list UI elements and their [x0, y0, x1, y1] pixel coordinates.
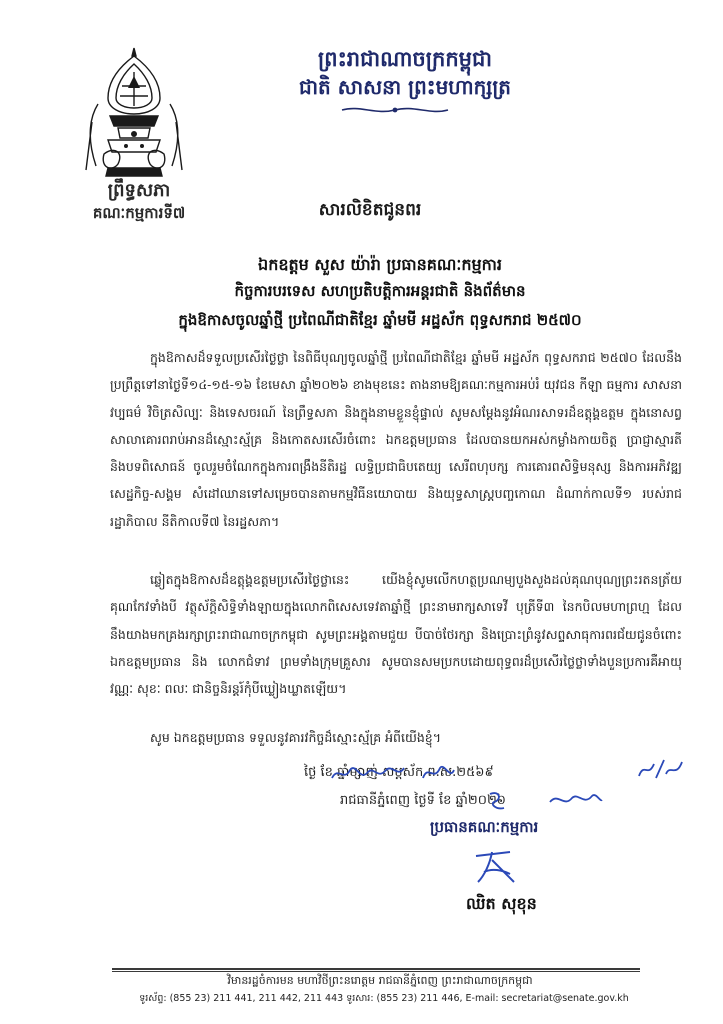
body-paragraph-2: ឆ្លៀតក្នុងឱកាសដ៏ឧត្តុង្គឧត្តមប្រសើរថ្ងៃថ្លានេះ យើងខ្ញុំសូមលើកហត្ថប្រណម្យបួងសួងដល់គុណបុណ្យព្រះរតនត្រ័យគុណកែវទាំងបី វត្ថុស័ក្តិសិទ្ធិទាំងឡាយក្នុងលោកពិសេសទេវតាឆ្នាំថ្មី ព្រះនាមរាក្សសាទេវី បុត្រីទី៣ នៃកបិលមហាព្រហ្ម ដែលនឹងយាងមកគ្រងរក្សាព្រះរាជាណាចក្រកម្ពុជា សូមព្រះអង្គតាមជួយ បីបាច់ថែរក្សា និងប្រោះព្រំនូវសព្ទសាធុការពរជ័យជូនចំពោះ ឯកឧត្តមប្រធាន និង លោកជំទាវ ព្រមទាំងក្រុមគ្រួសារ សូមបានសមប្រកបដោយពុទ្ធពរដ៏ប្រសើរថ្លៃថ្លាទាំងបួនប្រការគឺអាយុ វណ្ណៈ សុខៈ ពលៈ ជានិច្ចនិរន្តរ៍កុំបីឃ្លៀងឃ្លាតឡើយ។	[110, 572, 682, 697]
royal-emblem-icon	[78, 42, 190, 180]
civil-date: រាជធានីភ្នំពេញ ថ្ងៃទី ខែ ឆ្នាំ២០២៦	[340, 793, 507, 808]
handwritten-civil-day-icon	[486, 788, 508, 814]
lunar-date: ថ្ងៃ ខែ ឆ្នាំម្សាញ់ សប្តស័ក ព.ស.២៥៦៩	[304, 765, 494, 780]
kingdom-title: ព្រះរាជាណាចក្រកម្ពុជា	[317, 46, 492, 71]
signatory-title: ប្រធានគណៈកម្មការ	[430, 818, 539, 836]
handwritten-year-mark-icon	[636, 756, 684, 784]
recipient-committee: កិច្ចការបរទេស សហប្រតិបត្តិការអន្តរជាតិ និងព័ត៌មាន	[234, 282, 526, 300]
document-title: សារលិខិតជូនពរ	[318, 200, 422, 220]
signatory-name: ឈិត សុខុន	[466, 894, 537, 913]
issuing-institution: ព្រឹទ្ធសភា	[107, 180, 171, 201]
body-paragraph-1: ក្នុងឱកាសដ៏ទទួលប្រសើរថ្ងៃថ្លា នៃពិធីបុណ្យចូលឆ្នាំថ្មី ប្រពៃណីជាតិខ្មែរ ឆ្នាំមមី អដ្ឋស័ក ពុទ្ធសករាជ ២៥៧០ ដែលនឹងប្រព្រឹត្តទៅនាថ្ងៃទី១៤-១៥-១៦ ខែមេសា ឆ្នាំ២០២៦ ខាងមុខនេះ តាងនាមឱ្យគណៈកម្មការអប់រំ យុវជន កីឡា ធម្មការ សាសនា វប្បធម៌ វិចិត្រសិល្បៈ និងទេសចរណ៍ នៃព្រឹទ្ធសភា និងក្នុងនាមខ្លួនខ្ញុំផ្ទាល់ សូមសម្ដែងនូវអំណរសាទរដ៏ឧត្តុង្គឧត្តម ក្នុងនោសព្វសាលាគោរពរាប់អានដ៏ស្មោះស្ម័គ្រ និងកោតសរសើរចំពោះ ឯកឧត្តមប្រធាន ដែលបានយកអស់កម្លាំងកាយចិត្ត ប្រាជ្ញាស្មារតី និងបទពិសោធន៍ ចូលរួមចំណែកក្នុងការពង្រឹងនីតិរដ្ឋ លទ្ធិប្រជាធិបតេយ្យ សេរីពហុបក្ស ការគោរពសិទ្ធិមនុស្ស និងការអភិវឌ្ឍសេដ្ឋកិច្ច-សង្គម សំដៅឈានទៅសម្រេចបានតាមកម្មវិធីនយោបាយ និងយុទ្ធសាស្ត្របញ្ចកោណ ដំណាក់កាលទី១ របស់រាជរដ្ឋាភិបាល នីតិកាលទី៧ នៃរដ្ឋសភា។	[110, 350, 682, 529]
ornament-divider-icon	[340, 104, 450, 116]
recipient-heading: ឯកឧត្តម សួស យ៉ារ៉ា ប្រធានគណៈកម្មការ	[258, 255, 502, 274]
footer-address: វិមានរដ្ឋចំការមន មហាវិថីព្រះនរោត្តម រាជធានីភ្នំពេញ ព្រះរាជាណាចក្រកម្ពុជា	[227, 974, 533, 987]
body-paragraph-3: សូម ឯកឧត្តមប្រធាន ទទួលនូវគារវកិច្ចដ៏ស្មោះស្ម័គ្រ អំពីយើងខ្ញុំ។	[150, 730, 441, 745]
signature-icon	[470, 846, 520, 888]
issuing-committee: គណៈកម្មការទី៧	[92, 204, 186, 222]
footer-divider	[112, 968, 640, 970]
footer-divider-thin	[112, 971, 640, 972]
handwritten-month-icon	[420, 760, 456, 786]
footer-contacts: ទូរស័ព្ទ: (855 23) 211 441, 211 442, 211 443 ទូរសារ: (855 23) 211 446, E-mail: secretariat@senate.gov.kh	[139, 993, 629, 1004]
occasion-heading: ក្នុងឱកាសចូលឆ្នាំថ្មី ប្រពៃណីជាតិខ្មែរ ឆ្នាំមមី អដ្ឋស័ក ពុទ្ធសករាជ ២៥៧០	[178, 311, 582, 329]
handwritten-civil-month-icon	[548, 788, 604, 812]
national-motto: ជាតិ សាសនា ព្រះមហាក្សត្រ	[299, 75, 511, 99]
handwritten-day-icon	[330, 760, 406, 786]
